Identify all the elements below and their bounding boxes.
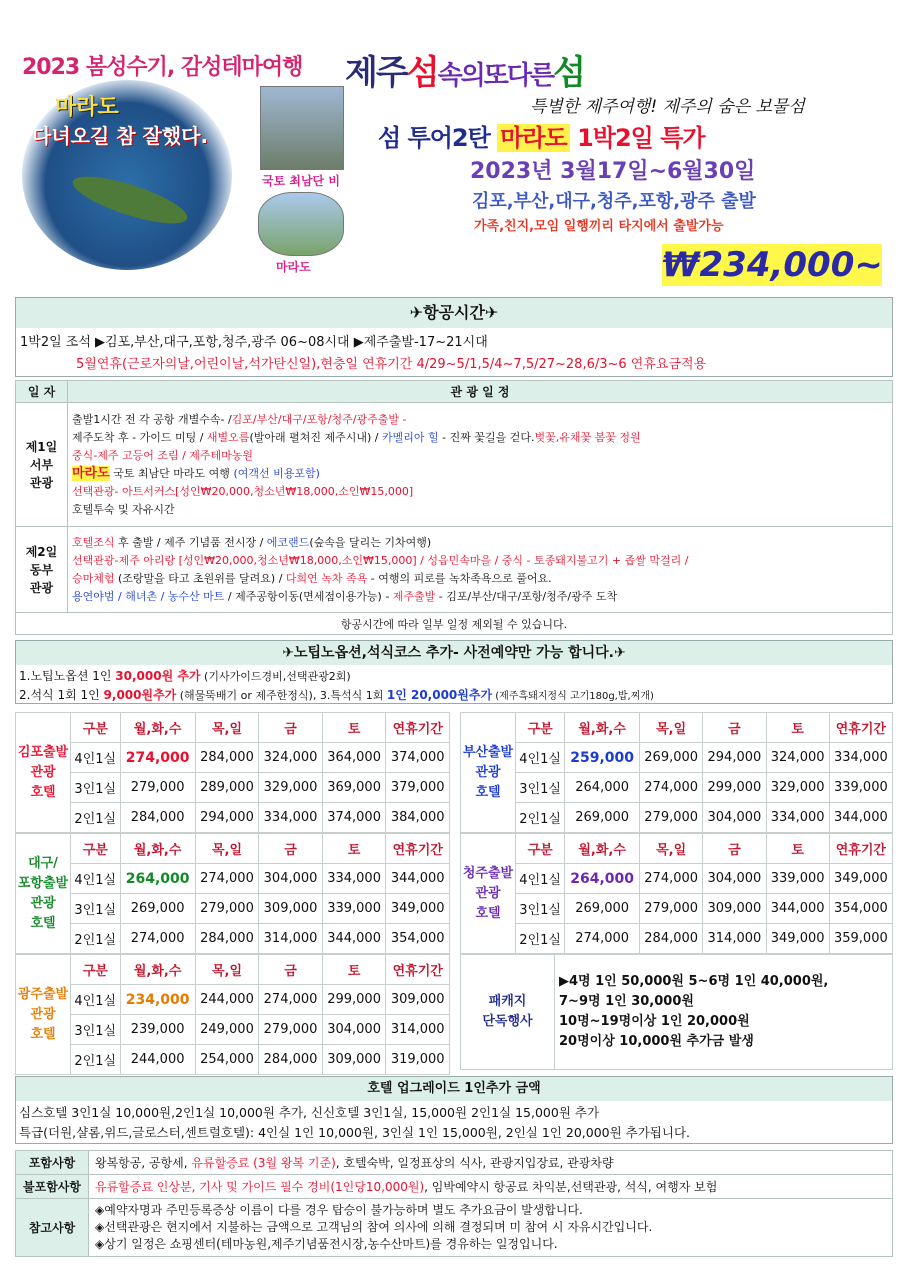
price-row [461, 894, 893, 924]
schedule-note: 항공시간에 따라 일부 일정 제외될 수 있습니다. [16, 613, 893, 635]
island-photo [22, 80, 232, 270]
price-col-header: 금 [259, 955, 323, 985]
price-cell: 239,000 [120, 1015, 195, 1045]
price-col-header: 구분 [516, 834, 565, 864]
price-col-header: 금 [259, 713, 323, 743]
price-cell: 309,000 [259, 894, 323, 924]
price-cell: 304,000 [703, 803, 766, 833]
holiday-note: 5월연휴(근로자의날,어린이날,석가탄신일),현충일 연휴기간 4/29~5/1,5/4~7,5/27~28,6/3~6 연휴요금적용 [76, 357, 707, 372]
price-cell: 344,000 [766, 894, 829, 924]
price-cell: 329,000 [766, 773, 829, 803]
price-cell: 339,000 [766, 864, 829, 894]
main-headline: 제주섬속의또다른섬 [345, 53, 585, 93]
price-cell: 4인1실 [516, 743, 565, 773]
tour-headline: 섬 투어2탄 마라도 1박2일 특가 [378, 124, 705, 152]
gimpo-price-table [15, 712, 450, 833]
subtitle-script: 특별한 제주여행! 제주의 숨은 보물섬 [530, 97, 805, 117]
price-cell: 254,000 [195, 1045, 259, 1075]
price-cell: 334,000 [322, 864, 386, 894]
package-label: 패캐지 단독행사 [461, 955, 555, 1070]
price-row [16, 773, 450, 803]
price-col-header: 월,화,수 [565, 713, 640, 743]
price-cell: 279,000 [640, 803, 703, 833]
price-cell: 354,000 [386, 924, 450, 954]
price-cell: 284,000 [195, 743, 259, 773]
price-cell: 4인1실 [71, 985, 121, 1015]
excluded-label: 불포함사항 [16, 1175, 89, 1199]
daegu-label: 대구/ 포항출발 관광 호텔 [16, 834, 71, 954]
price-cell: 314,000 [259, 924, 323, 954]
price-row [461, 803, 893, 833]
notes-content: ◈예약자명과 주민등록증상 이름이 다를 경우 탑승이 불가능하며 별도 추가요금이 발생합니다. ◈선택관광은 현지에서 지불하는 금액으로 고객님의 참여 의사에 의해 결정되며 미 참여 시 자유시간입니다. ◈상기 일정은 쇼핑센터(테마농원,제주기념품전시장,농수산마트)를 경유하는 일정입니다. [89, 1199, 893, 1257]
price-cell: 379,000 [386, 773, 450, 803]
price-cell: 324,000 [259, 743, 323, 773]
price-row [461, 773, 893, 803]
upgrade-line2: 특급(더원,샬롬,위드,글로스터,센트럴호텔): 4인실 1인 10,000원, 3인실 1인 15,000원, 2인실 1인 20,000원 추가됩니다. [19, 1125, 690, 1140]
price-cell: 269,000 [640, 743, 703, 773]
included-items: 왕복항공, 공항세, 유류할증료 (3월 왕복 기준), 호텔숙박, 일정표상의 식사, 관광지입장료, 관광차량 [89, 1151, 893, 1175]
gwangju-label: 광주출발 관광 호텔 [16, 955, 71, 1075]
price-col-header: 연휴기간 [386, 713, 450, 743]
price-cell: 359,000 [829, 924, 892, 954]
schedule-table [15, 380, 893, 635]
price-col-header: 연휴기간 [386, 834, 450, 864]
price-cell: 269,000 [565, 894, 640, 924]
price-cell: 349,000 [386, 894, 450, 924]
price-cell: 249,000 [195, 1015, 259, 1045]
promo-title: 2023 봄성수기, 감성테마여행 [22, 55, 303, 80]
price-cell: 344,000 [322, 924, 386, 954]
price-cell: 3인1실 [516, 773, 565, 803]
price-cell: 369,000 [322, 773, 386, 803]
price-col-header: 목,일 [195, 834, 259, 864]
price-cell: 324,000 [766, 743, 829, 773]
marado-photo [258, 192, 344, 256]
price-cell: 309,000 [703, 894, 766, 924]
flight-title: ✈항공시간✈ [16, 298, 892, 328]
price-cell: 349,000 [766, 924, 829, 954]
day1-label: 제1일 서부 관광 [16, 403, 68, 527]
price-cell: 264,000 [120, 864, 195, 894]
cheongju-price-table [460, 833, 893, 954]
price-cell: 309,000 [322, 1045, 386, 1075]
price-row [16, 924, 450, 954]
price-cell: 2인1실 [516, 924, 565, 954]
price-cell: 2인1실 [71, 924, 121, 954]
gwangju-price-table [15, 954, 450, 1075]
price-row [16, 1015, 450, 1045]
flight-times: 1박2일 조석 ▶김포,부산,대구,포항,청주,광주 06~08시대 ▶제주출발-17~21시대 [20, 335, 488, 350]
price-col-header: 구분 [71, 834, 121, 864]
price-cell: 2인1실 [516, 803, 565, 833]
price-cell: 304,000 [259, 864, 323, 894]
price-cell: 284,000 [120, 803, 195, 833]
footer-table [15, 1150, 893, 1257]
price-cell: 3인1실 [516, 894, 565, 924]
price-row [16, 864, 450, 894]
upgrade-title: 호텔 업그레이드 1인추가 금액 [16, 1077, 892, 1101]
price-cell: 259,000 [565, 743, 640, 773]
price-col-header: 금 [259, 834, 323, 864]
monument-photo [260, 86, 344, 170]
package-table [460, 954, 893, 1070]
upgrade-section [15, 1076, 893, 1144]
price-cell: 274,000 [120, 924, 195, 954]
price-cell: 2인1실 [71, 803, 121, 833]
price-cell: 289,000 [195, 773, 259, 803]
price-cell: 244,000 [195, 985, 259, 1015]
price-col-header: 구분 [71, 955, 121, 985]
flight-section [15, 297, 893, 377]
price-col-header: 토 [322, 713, 386, 743]
price-col-header: 연휴기간 [829, 713, 892, 743]
price-cell: 344,000 [829, 803, 892, 833]
col-day: 일 자 [16, 381, 68, 403]
day2-itinerary: 호텔조식 후 출발 / 제주 기념품 전시장 / 에코랜드(숲속을 달리는 기차여행) 선택관광-제주 아리랑 [성인₩20,000,청소년₩18,000,소인₩15,000] / 성읍민속마을 / 중식 - 토종돼지불고기 + 좁쌀 막걸리 / 승마체험 (조랑말을 타고 초원위를 달려요) / 다희연 녹차 족욕 - 여행의 피로를 녹차족욕으로 풀어요. 용연야범 / 해녀촌 / 농수산 마트 / 제주공항이동(면세점이용가능) - 제주출발 - 김포/부산/대구/포항/청주/광주 도착 [68, 527, 893, 613]
price-cell: 4인1실 [71, 864, 121, 894]
price-cell: 279,000 [640, 894, 703, 924]
price-cell: 274,000 [565, 924, 640, 954]
price-col-header: 금 [703, 834, 766, 864]
excluded-items: 유류할증료 인상분, 기사 및 가이드 필수 경비(1인당10,000원), 임박예약시 항공료 차익분,선택관광, 석식, 여행자 보험 [89, 1175, 893, 1199]
price-col-header: 토 [766, 713, 829, 743]
price-cell: 344,000 [386, 864, 450, 894]
price-cell: 244,000 [120, 1045, 195, 1075]
price-col-header: 월,화,수 [120, 834, 195, 864]
price-cell: 264,000 [565, 773, 640, 803]
options-title: ✈노팁노옵션,석식코스 추가- 사전예약만 가능 합니다.✈ [16, 641, 892, 665]
price-cell: 284,000 [640, 924, 703, 954]
price-cell: 339,000 [322, 894, 386, 924]
monument-caption: 국토 최남단 비 [262, 174, 340, 188]
price-col-header: 연휴기간 [829, 834, 892, 864]
price-cell: 304,000 [322, 1015, 386, 1045]
price-cell: 274,000 [640, 864, 703, 894]
price-col-header: 목,일 [640, 713, 703, 743]
price-cell: 3인1실 [71, 894, 121, 924]
price-row [461, 743, 893, 773]
price-col-header: 목,일 [640, 834, 703, 864]
price-cell: 274,000 [195, 864, 259, 894]
gimpo-label: 김포출발 관광 호텔 [16, 713, 71, 833]
price-cell: 349,000 [829, 864, 892, 894]
price-cell: 234,000 [120, 985, 195, 1015]
price-cell: 269,000 [120, 894, 195, 924]
price-cell: 299,000 [703, 773, 766, 803]
price-cell: 4인1실 [516, 864, 565, 894]
price-cell: 274,000 [259, 985, 323, 1015]
price-row [16, 1045, 450, 1075]
price-col-header: 월,화,수 [120, 713, 195, 743]
price-cell: 4인1실 [71, 743, 121, 773]
price-cell: 304,000 [703, 864, 766, 894]
price-cell: 274,000 [640, 773, 703, 803]
price-cell: 2인1실 [71, 1045, 121, 1075]
price-cell: 334,000 [829, 743, 892, 773]
price-col-header: 구분 [516, 713, 565, 743]
price-cell: 314,000 [386, 1015, 450, 1045]
price-cell: 284,000 [259, 1045, 323, 1075]
package-pricing: ▶4명 1인 50,000원 5~6명 1인 40,000원, 7~9명 1인 30,000원 10명~19명이상 1인 20,000원 20명이상 10,000원 추가금 발생 [555, 955, 893, 1070]
price-cell: 284,000 [195, 924, 259, 954]
price-cell: 384,000 [386, 803, 450, 833]
price-cell: 264,000 [565, 864, 640, 894]
busan-price-table [460, 712, 893, 833]
price-banner: ₩234,000~ [662, 245, 883, 285]
price-col-header: 월,화,수 [565, 834, 640, 864]
island-caption-2: 다녀오길 참 잘했다. [32, 124, 209, 148]
notes-label: 참고사항 [16, 1199, 89, 1257]
price-cell: 319,000 [386, 1045, 450, 1075]
price-cell: 299,000 [322, 985, 386, 1015]
price-row [461, 864, 893, 894]
included-label: 포함사항 [16, 1151, 89, 1175]
marado-caption: 마라도 [276, 260, 311, 274]
price-cell: 334,000 [259, 803, 323, 833]
price-cell: 294,000 [703, 743, 766, 773]
day1-itinerary: 출발1시간 전 각 공항 개별수속- /김포/부산/대구/포항/청주/광주출발 - 제주도착 후 - 가이드 미팅 / 새별오름(발아래 펼쳐진 제주시내) / 카멜리아 힐 - 진짜 꽃길을 걷다.벚꽃,유채꽃 봄꽃 정원 중식-제주 고등어 조림 / 제주테마농원 마라도 국토 최남단 마라도 여행 (여객선 비용포함) 선택관광- 아트서커스[성인₩20,000,청소년₩18,000,소인₩15,000] 호텔투숙 및 자유시간 [68, 403, 893, 527]
price-cell: 279,000 [259, 1015, 323, 1045]
price-col-header: 토 [766, 834, 829, 864]
price-row [16, 985, 450, 1015]
col-itinerary: 관 광 일 정 [68, 381, 893, 403]
price-cell: 339,000 [829, 773, 892, 803]
upgrade-line1: 심스호텔 3인1실 10,000원,2인1실 10,000원 추가, 신신호텔 3인1실, 15,000원 2인1실 15,000원 추가 [19, 1105, 600, 1120]
price-col-header: 토 [322, 955, 386, 985]
price-cell: 314,000 [703, 924, 766, 954]
price-cell: 294,000 [195, 803, 259, 833]
price-col-header: 연휴기간 [386, 955, 450, 985]
price-cell: 274,000 [120, 743, 195, 773]
price-col-header: 토 [322, 834, 386, 864]
price-row [16, 894, 450, 924]
price-cell: 3인1실 [71, 773, 121, 803]
price-cell: 329,000 [259, 773, 323, 803]
price-cell: 269,000 [565, 803, 640, 833]
price-cell: 279,000 [120, 773, 195, 803]
price-cell: 364,000 [322, 743, 386, 773]
price-cell: 334,000 [766, 803, 829, 833]
price-row [16, 803, 450, 833]
island-caption-1: 마라도 [55, 95, 119, 120]
price-col-header: 구분 [71, 713, 121, 743]
departure-cities: 김포,부산,대구,청주,포항,광주 출발 [472, 191, 756, 212]
price-cell: 309,000 [386, 985, 450, 1015]
price-col-header: 금 [703, 713, 766, 743]
day2-label: 제2일 동부 관광 [16, 527, 68, 613]
price-col-header: 목,일 [195, 713, 259, 743]
price-cell: 279,000 [195, 894, 259, 924]
price-col-header: 월,화,수 [120, 955, 195, 985]
price-row [16, 743, 450, 773]
price-cell: 354,000 [829, 894, 892, 924]
group-note: 가족,친지,모임 일행끼리 타지에서 출발가능 [474, 219, 724, 234]
price-cell: 3인1실 [71, 1015, 121, 1045]
price-cell: 374,000 [386, 743, 450, 773]
price-col-header: 목,일 [195, 955, 259, 985]
daegu-price-table [15, 833, 450, 954]
price-row [461, 924, 893, 954]
busan-label: 부산출발 관광 호텔 [461, 713, 516, 833]
options-section: ✈노팁노옵션,석식코스 추가- 사전예약만 가능 합니다.✈ 1.노팁노옵션 1인 30,000원 추가 (기사가이드경비,선택관광2회) 2.석식 1회 1인 9,000원추가 (해물뚝배기 or 제주한정식), 3.특석식 1회 1인 20,000원추가 (제주흑돼지정식 고기180g,밥,찌개) [15, 640, 893, 704]
tour-date: 2023년 3월17일~6월30일 [470, 159, 756, 184]
price-cell: 374,000 [322, 803, 386, 833]
cheongju-label: 청주출발 관광 호텔 [461, 834, 516, 954]
